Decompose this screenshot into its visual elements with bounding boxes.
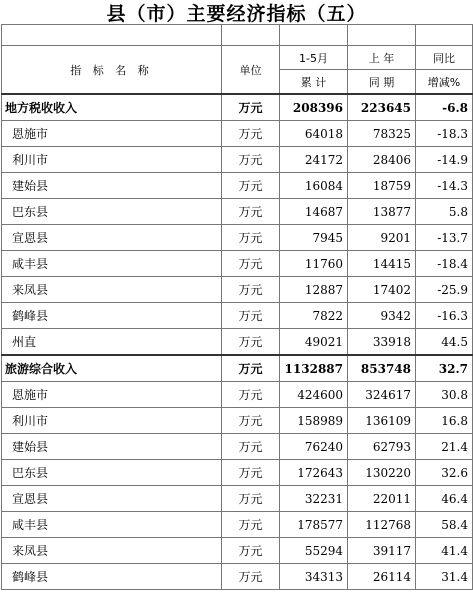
table-row bbox=[2, 121, 473, 147]
change-header-top: 同比 bbox=[416, 46, 473, 70]
row-cumulative: 55294 bbox=[280, 538, 348, 564]
row-prev-year: 33918 bbox=[348, 329, 416, 356]
row-unit: 万元 bbox=[222, 277, 280, 303]
row-change: -18.4 bbox=[416, 251, 473, 277]
row-name: 鹤峰县 bbox=[2, 564, 222, 590]
prev-year-header-bottom: 同 期 bbox=[348, 70, 416, 95]
row-prev-year: 62793 bbox=[348, 434, 416, 460]
row-prev-year: 9201 bbox=[348, 225, 416, 251]
table-row bbox=[2, 173, 473, 199]
row-cumulative: 7822 bbox=[280, 303, 348, 329]
row-cumulative: 49021 bbox=[280, 329, 348, 356]
row-prev-year: 324617 bbox=[348, 382, 416, 408]
header-spacer-row bbox=[2, 25, 473, 46]
row-change: 46.4 bbox=[416, 486, 473, 512]
row-change: 16.8 bbox=[416, 408, 473, 434]
row-cumulative: 34313 bbox=[280, 564, 348, 590]
table-row bbox=[2, 355, 473, 382]
row-unit: 万元 bbox=[222, 173, 280, 199]
row-name: 巴东县 bbox=[2, 460, 222, 486]
row-name: 来凤县 bbox=[2, 538, 222, 564]
row-change: 32.7 bbox=[416, 355, 473, 382]
table-row bbox=[2, 147, 473, 173]
table-row bbox=[2, 199, 473, 225]
row-cumulative: 7945 bbox=[280, 225, 348, 251]
row-cumulative: 208396 bbox=[280, 94, 348, 121]
row-unit: 万元 bbox=[222, 538, 280, 564]
row-prev-year: 18759 bbox=[348, 173, 416, 199]
row-change: -25.9 bbox=[416, 277, 473, 303]
row-unit: 万元 bbox=[222, 147, 280, 173]
table-row bbox=[2, 251, 473, 277]
row-change: 5.8 bbox=[416, 199, 473, 225]
row-unit: 万元 bbox=[222, 303, 280, 329]
row-cumulative: 76240 bbox=[280, 434, 348, 460]
row-prev-year: 112768 bbox=[348, 512, 416, 538]
row-name: 咸丰县 bbox=[2, 251, 222, 277]
row-change: 30.8 bbox=[416, 382, 473, 408]
table-row bbox=[2, 382, 473, 408]
row-unit: 万元 bbox=[222, 460, 280, 486]
table-row bbox=[2, 94, 473, 121]
row-change: 31.4 bbox=[416, 564, 473, 590]
row-name: 建始县 bbox=[2, 173, 222, 199]
row-name: 鹤峰县 bbox=[2, 303, 222, 329]
row-prev-year: 14415 bbox=[348, 251, 416, 277]
row-unit: 万元 bbox=[222, 225, 280, 251]
row-change: -6.8 bbox=[416, 94, 473, 121]
row-name: 建始县 bbox=[2, 434, 222, 460]
prev-year-header-top: 上 年 bbox=[348, 46, 416, 70]
header-row-top bbox=[2, 46, 473, 70]
table-row bbox=[2, 564, 473, 590]
row-name: 咸丰县 bbox=[2, 512, 222, 538]
row-name: 旅游综合收入 bbox=[2, 355, 222, 382]
row-unit: 万元 bbox=[222, 355, 280, 382]
row-change: 58.4 bbox=[416, 512, 473, 538]
row-change: -14.3 bbox=[416, 173, 473, 199]
row-change: -16.3 bbox=[416, 303, 473, 329]
row-name: 州直 bbox=[2, 329, 222, 356]
row-prev-year: 28406 bbox=[348, 147, 416, 173]
row-cumulative: 24172 bbox=[280, 147, 348, 173]
row-cumulative: 11760 bbox=[280, 251, 348, 277]
row-prev-year: 223645 bbox=[348, 94, 416, 121]
table-row bbox=[2, 512, 473, 538]
row-change: -13.7 bbox=[416, 225, 473, 251]
table-row bbox=[2, 460, 473, 486]
row-name: 恩施市 bbox=[2, 121, 222, 147]
table-row bbox=[2, 538, 473, 564]
row-change: 44.5 bbox=[416, 329, 473, 356]
row-unit: 万元 bbox=[222, 486, 280, 512]
table-row bbox=[2, 329, 473, 356]
page-title: 县（市）主要经济指标（五） bbox=[106, 3, 367, 25]
row-name: 地方税收收入 bbox=[2, 94, 222, 121]
cumulative-header-top: 1-5月 bbox=[280, 46, 348, 70]
table-row bbox=[2, 277, 473, 303]
row-change: 21.4 bbox=[416, 434, 473, 460]
change-header-bottom: 增减% bbox=[416, 70, 473, 95]
row-prev-year: 9342 bbox=[348, 303, 416, 329]
row-prev-year: 78325 bbox=[348, 121, 416, 147]
row-cumulative: 424600 bbox=[280, 382, 348, 408]
row-prev-year: 130220 bbox=[348, 460, 416, 486]
row-unit: 万元 bbox=[222, 564, 280, 590]
row-prev-year: 853748 bbox=[348, 355, 416, 382]
row-prev-year: 17402 bbox=[348, 277, 416, 303]
row-prev-year: 13877 bbox=[348, 199, 416, 225]
row-unit: 万元 bbox=[222, 329, 280, 356]
row-cumulative: 32231 bbox=[280, 486, 348, 512]
table-row bbox=[2, 408, 473, 434]
row-cumulative: 158989 bbox=[280, 408, 348, 434]
table-row bbox=[2, 303, 473, 329]
row-unit: 万元 bbox=[222, 94, 280, 121]
row-unit: 万元 bbox=[222, 251, 280, 277]
row-name: 利川市 bbox=[2, 408, 222, 434]
row-cumulative: 172643 bbox=[280, 460, 348, 486]
row-cumulative: 178577 bbox=[280, 512, 348, 538]
row-prev-year: 26114 bbox=[348, 564, 416, 590]
row-change: 41.4 bbox=[416, 538, 473, 564]
row-unit: 万元 bbox=[222, 512, 280, 538]
row-name: 恩施市 bbox=[2, 382, 222, 408]
row-change: 32.6 bbox=[416, 460, 473, 486]
row-unit: 万元 bbox=[222, 382, 280, 408]
row-cumulative: 1132887 bbox=[280, 355, 348, 382]
indicator-header: 指 标 名 称 bbox=[2, 46, 222, 95]
row-cumulative: 16084 bbox=[280, 173, 348, 199]
table-row bbox=[2, 225, 473, 251]
table-row bbox=[2, 434, 473, 460]
row-unit: 万元 bbox=[222, 434, 280, 460]
row-name: 宣恩县 bbox=[2, 225, 222, 251]
row-change: -14.9 bbox=[416, 147, 473, 173]
cumulative-header-bottom: 累 计 bbox=[280, 70, 348, 95]
row-cumulative: 14687 bbox=[280, 199, 348, 225]
row-name: 宣恩县 bbox=[2, 486, 222, 512]
row-cumulative: 12887 bbox=[280, 277, 348, 303]
row-change: -18.3 bbox=[416, 121, 473, 147]
row-unit: 万元 bbox=[222, 199, 280, 225]
unit-header: 单位 bbox=[222, 46, 280, 95]
row-prev-year: 22011 bbox=[348, 486, 416, 512]
row-cumulative: 64018 bbox=[280, 121, 348, 147]
row-unit: 万元 bbox=[222, 408, 280, 434]
row-name: 来凤县 bbox=[2, 277, 222, 303]
indicator-table bbox=[1, 24, 473, 590]
row-prev-year: 39117 bbox=[348, 538, 416, 564]
row-unit: 万元 bbox=[222, 121, 280, 147]
row-name: 利川市 bbox=[2, 147, 222, 173]
row-name: 巴东县 bbox=[2, 199, 222, 225]
table-row bbox=[2, 486, 473, 512]
row-prev-year: 136109 bbox=[348, 408, 416, 434]
